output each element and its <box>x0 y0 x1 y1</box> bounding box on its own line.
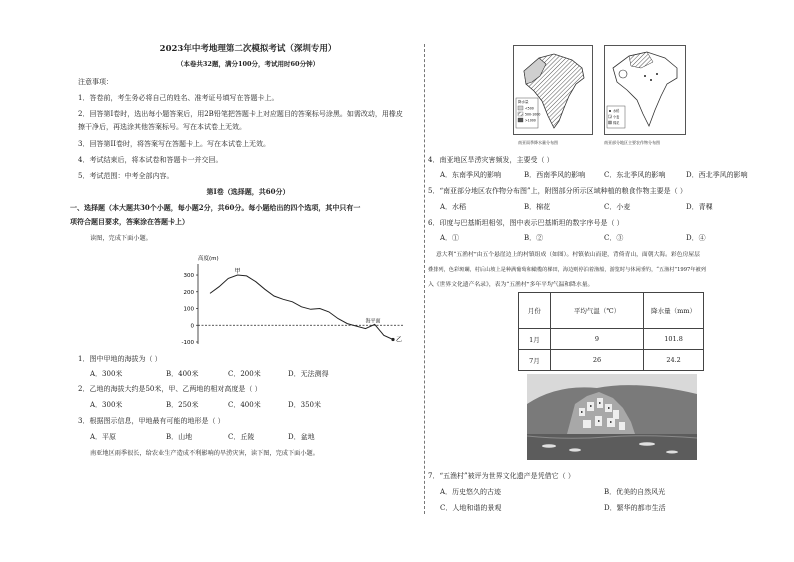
question-5-stem: 5．“南亚部分地区农作物分布图”上，附图部分所示区域种植的粮食作物主要是（ ） <box>428 187 687 195</box>
left-column <box>70 0 418 562</box>
section-instruction: 一、选择题（本大题共30个小题，每小题2分，共60分。每小题给出的四个选项，其中只有一 <box>70 203 361 212</box>
table-header: 降水量（mm） <box>644 293 704 329</box>
table-header: 月份 <box>519 293 551 329</box>
question-1-stem: 1．图中甲地的海拔为（ ） <box>78 355 162 363</box>
village-photo <box>527 374 697 460</box>
y-tick-label: -100 <box>181 340 194 346</box>
section-instruction: 项符合题目要求，答案涂在答题卡上） <box>70 217 189 226</box>
q2-option-b[interactable]: B．250米 <box>166 401 199 409</box>
table-cell: 24.2 <box>644 350 704 371</box>
crop-map-graphic <box>605 46 685 134</box>
q7-option-b[interactable]: B．优美的自然风光 <box>604 488 666 496</box>
q5-option-b[interactable]: B．棉花 <box>524 203 551 211</box>
q3-option-d[interactable]: D．盆地 <box>288 433 315 441</box>
q6-option-b[interactable]: B．② <box>524 234 544 242</box>
question-7-stem: 7．“五渔村”被评为世界文化遗产是凭借它（ ） <box>428 472 575 480</box>
exam-subtitle: （本卷共32题，满分100分，考试用时60分钟） <box>176 60 320 68</box>
q4-option-c[interactable]: C．东北季风的影响 <box>604 171 666 179</box>
q7-option-c[interactable]: C．人地和谐的景观 <box>440 504 502 512</box>
table-row <box>519 329 704 350</box>
table-cell: 9 <box>550 329 643 350</box>
bottom-left-prompt: 南亚地区雨季很长，给农业生产造成不利影响的旱涝灾害，读下图，完成下面小题。 <box>90 450 319 457</box>
table-cell: 101.8 <box>644 329 704 350</box>
column-divider <box>424 44 425 514</box>
right-column <box>428 0 773 562</box>
table-header: 平均气温（℃） <box>550 293 643 329</box>
q2-option-c[interactable]: C．400米 <box>228 401 261 409</box>
note-item: 2．回答第I卷时，选出每小题答案后，用2B铅笔把答题卡上对应题目的答案标号涂黑。如需改动，用橡皮 <box>78 110 403 118</box>
table-cell: 26 <box>550 350 643 371</box>
q4-option-a[interactable]: A．东南季风的影响 <box>440 171 502 179</box>
q4-option-d[interactable]: D．西北季风的影响 <box>686 171 748 179</box>
rainfall-map-caption: 南亚雨季降水量分布图 <box>518 140 558 145</box>
legend-item: 小麦 <box>613 115 620 119</box>
legend-swatch <box>609 110 611 112</box>
end-point-label: 乙 <box>396 336 403 344</box>
note-item: 擦干净后，再选涂其他答案标号。写在本试卷上无效。 <box>78 123 246 131</box>
passage-line: 入《世界文化遗产名录》，表为“五渔村”多年平均气温和降水量。 <box>428 282 594 288</box>
q1-option-d[interactable]: D．无法测得 <box>288 370 329 378</box>
y-tick-label: 0 <box>190 323 194 330</box>
crop-dot <box>644 75 646 77</box>
q7-option-a[interactable]: A．历史悠久的古迹 <box>440 488 502 496</box>
crop-dot <box>650 79 652 81</box>
y-tick-group <box>182 273 198 346</box>
note-item: 3．回答第II卷时，将答案写在答题卡上。写在本试卷上无效。 <box>78 140 270 148</box>
q6-option-c[interactable]: C．③ <box>604 234 624 242</box>
table-cell: 1月 <box>519 329 551 350</box>
y-tick-label: 100 <box>183 306 194 313</box>
table-header-row <box>519 293 704 329</box>
legend-item: 水稻 <box>613 109 620 113</box>
note-item: 4．考试结束后，将本试卷和答题卡一并交回。 <box>78 156 223 164</box>
read-prompt: 读图，完成下面小题。 <box>90 235 152 242</box>
q7-option-d[interactable]: D．繁华的都市生活 <box>604 504 666 512</box>
q5-option-c[interactable]: C．小麦 <box>604 203 631 211</box>
chart-ylabel: 高度(m) <box>198 256 219 262</box>
peak-label: 甲 <box>234 268 241 276</box>
exam-title: 2023年中考地理第二次模拟考试（深圳专用） <box>159 44 337 54</box>
q4-option-b[interactable]: B．西南季风的影响 <box>524 171 586 179</box>
passage-line: 叠排列，色彩斑斓，村后山坡上是种满葡萄和橄榄的梯田，海边则停泊着渔船，游览时与休闲垂钓，“五渔村”1997年被列 <box>428 267 706 273</box>
crop-dot <box>656 73 658 75</box>
legend-swatch <box>518 112 523 116</box>
legend-title: 降水量 <box>518 100 529 104</box>
rainfall-map-graphic <box>514 46 592 134</box>
legend-item: >1000 <box>525 118 536 123</box>
q6-option-d[interactable]: D．④ <box>686 234 706 242</box>
q3-option-b[interactable]: B．山地 <box>166 433 193 441</box>
q2-option-d[interactable]: D．350米 <box>288 401 321 409</box>
table-cell: 7月 <box>519 350 551 371</box>
terrain-profile-line <box>210 275 393 340</box>
crop-map-caption: 南亚部分地区主要农作物分布图 <box>604 140 660 145</box>
elevation-profile-chart <box>158 252 408 352</box>
y-tick-label: 300 <box>183 273 194 280</box>
notes-heading: 注意事项： <box>78 78 113 86</box>
legend-swatch <box>609 115 612 118</box>
q1-option-a[interactable]: A．300米 <box>90 370 123 378</box>
rainfall-map <box>513 45 593 135</box>
legend-item: 500-1000 <box>525 112 541 117</box>
y-tick-label: 200 <box>183 289 194 296</box>
question-6-stem: 6．印度与巴基斯坦相邻，图中表示巴基斯坦的数字序号是（ ） <box>428 219 624 227</box>
climate-table <box>518 292 704 371</box>
q5-option-d[interactable]: D．青稞 <box>686 203 713 211</box>
q3-option-a[interactable]: A．平原 <box>90 433 117 441</box>
q6-option-a[interactable]: A．① <box>440 234 460 242</box>
q1-option-b[interactable]: B．400米 <box>166 370 199 378</box>
passage-line: 意大利“五渔村”由五个悬崖边上的村镇组成（如图）。村镇依山而建，背倚青山，面朝大海。彩色房屋层 <box>436 252 700 258</box>
q2-option-a[interactable]: A．300米 <box>90 401 123 409</box>
question-3-stem: 3．根据图示信息，甲地最有可能的地形是（ ） <box>78 417 225 425</box>
end-point-marker <box>391 338 394 341</box>
section-heading: 第I卷（选择题，共60分） <box>206 187 290 196</box>
note-item: 5．考试范围：中考全部内容。 <box>78 172 174 180</box>
legend-swatch <box>609 121 612 124</box>
legend-item: 棉花 <box>613 121 620 125</box>
legend-swatch <box>518 106 523 110</box>
question-2-stem: 2．乙地的海拔大约是50米，甲、乙两地的相对高度是（ ） <box>78 385 262 393</box>
table-row <box>519 350 704 371</box>
legend-swatch <box>518 118 523 122</box>
crop-map <box>604 45 686 135</box>
sea-level-label: 海平面 <box>365 318 381 325</box>
q1-option-c[interactable]: C．200米 <box>228 370 261 378</box>
q5-option-a[interactable]: A．水稻 <box>440 203 467 211</box>
question-4-stem: 4．南亚地区旱涝灾害频发，主要受（ ） <box>428 156 554 164</box>
region-marker-1 <box>619 70 627 78</box>
q3-option-c[interactable]: C．丘陵 <box>228 433 255 441</box>
legend-item: <500 <box>525 106 534 111</box>
note-item: 1．答卷前，考生务必将自己的姓名、准考证号填写在答题卡上。 <box>78 94 279 102</box>
